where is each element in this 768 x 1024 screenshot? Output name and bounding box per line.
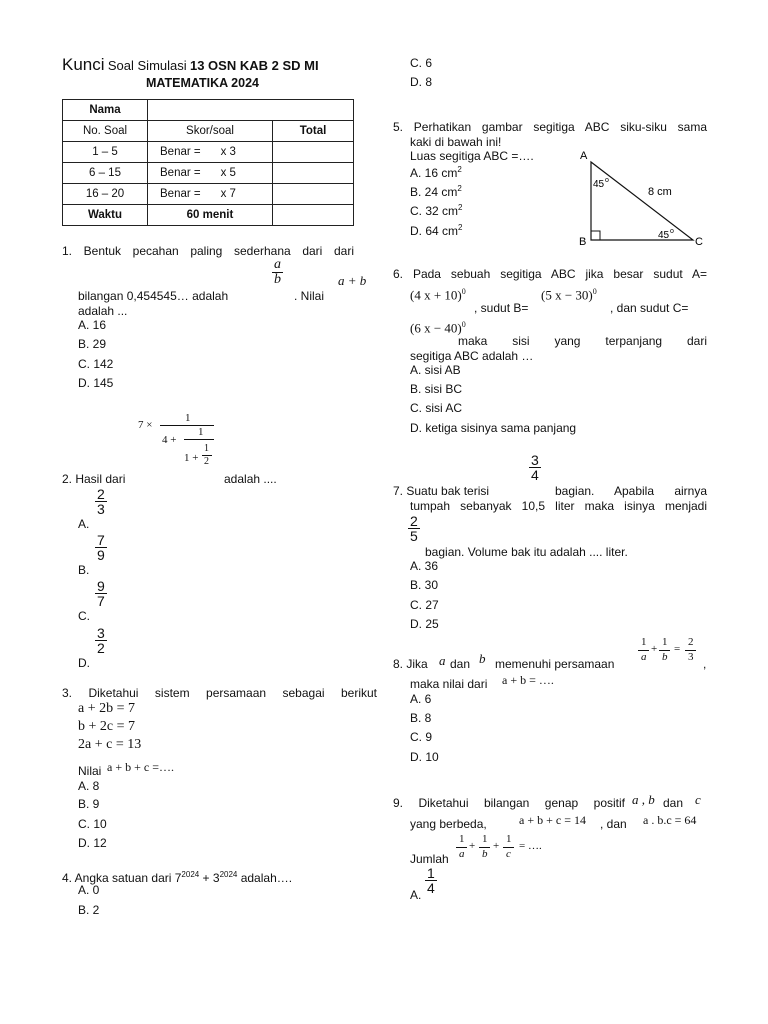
range-cell: 16 – 20	[63, 184, 148, 205]
benar-label: Benar =	[160, 167, 201, 179]
q3-eq2: b + 2c = 7	[78, 719, 136, 734]
benar-cell	[148, 163, 273, 184]
frac-num: 9	[97, 578, 105, 594]
q1-line3: adalah ...	[78, 304, 128, 318]
side-length: 8 cm	[648, 186, 672, 198]
q9-jumlah: Jumlah	[410, 852, 449, 866]
q9-vars: a , b	[632, 792, 655, 807]
q3-expr: a + b + c =….	[107, 760, 174, 774]
frac-num: 2	[97, 486, 105, 502]
q1-frac-num: a	[274, 257, 281, 272]
q2-opt-b-frac	[95, 533, 107, 562]
frac-den: 3	[97, 501, 105, 517]
sum-den-b: b	[482, 848, 488, 860]
q3-stem: 3. Diketahui sistem persamaan sebagai berikut	[62, 686, 377, 700]
q7-fraction-2	[408, 514, 420, 543]
eq-num-1: 1	[641, 636, 647, 648]
unit-exp: 2	[457, 184, 462, 193]
q4-option-c: C. 6	[410, 56, 433, 70]
unit-exp: 2	[458, 223, 463, 232]
sum-plus-1: +	[469, 840, 476, 852]
doc-subtitle: MATEMATIKA 2024	[146, 76, 259, 90]
sum-num-2: 1	[482, 833, 488, 845]
q2-continued-fraction	[138, 412, 228, 470]
vertex-a: A	[580, 150, 588, 162]
eq-plus: +	[651, 643, 658, 655]
q7-option-b: B. 30	[410, 578, 439, 592]
q1-line2a: bilangan 0,454545… adalah	[78, 289, 229, 303]
triangle-figure	[574, 146, 714, 250]
q4-option-d: D. 8	[410, 75, 433, 89]
sum-num-3: 1	[506, 833, 512, 845]
q9-dan: dan	[663, 796, 684, 810]
q8-option-d: D. 10	[410, 750, 439, 764]
q7-fraction	[529, 453, 541, 482]
q4-option-a: A. 0	[78, 883, 100, 897]
q2-opt-c-frac	[95, 579, 107, 608]
q4-exp-2: 2024	[219, 870, 238, 879]
col-skor-soal: Skor/soal	[148, 121, 273, 142]
q2-stem-a: 2. Hasil dari	[62, 472, 126, 486]
q8-option-a: A. 6	[410, 692, 432, 706]
frac-den: 7	[97, 593, 105, 609]
range-cell: 1 – 5	[63, 142, 148, 163]
nama-field	[148, 100, 354, 121]
q6-expr-a	[410, 285, 466, 302]
q9-var-c: c	[695, 792, 701, 807]
q9-expr1: a + b + c = 14	[519, 813, 586, 827]
table-row	[63, 121, 354, 142]
q6-expr-b	[541, 285, 597, 302]
q3-nilai: Nilai	[78, 764, 102, 778]
table-row	[63, 205, 354, 226]
table-row	[63, 163, 354, 184]
angle-c-value: 45	[658, 230, 670, 241]
q8-comma: ,	[703, 657, 707, 671]
q1-frac-den: b	[274, 272, 281, 287]
q8-var-a: a	[439, 653, 446, 668]
q2-stem-b: adalah ....	[224, 472, 277, 486]
frac-den: 4	[427, 880, 435, 896]
cf-bar-2	[184, 439, 214, 440]
right-angle-mark	[591, 231, 600, 240]
mult-label: x 5	[220, 167, 236, 179]
expr-text: (6 x − 40)	[410, 320, 462, 336]
option-text: D. 64 cm	[410, 224, 459, 238]
q2-option-b: B.	[78, 563, 90, 577]
col-no-soal: No. Soal	[63, 121, 148, 142]
sum-den-a: a	[459, 848, 465, 860]
col-total: Total	[273, 121, 354, 142]
q1-a-plus-b: a + b	[338, 273, 367, 288]
q3-eq3: 2a + c = 13	[78, 737, 142, 752]
q8-var-b: b	[479, 651, 486, 666]
cf-half-num: 1	[204, 443, 209, 454]
q2-opt-d-frac	[95, 626, 107, 655]
score-table	[62, 99, 354, 226]
q8-expr: a + b = ….	[502, 673, 554, 687]
triangle-abc	[591, 162, 693, 240]
angle-c-deg: o	[670, 228, 674, 235]
title-soal-simulasi: Soal Simulasi	[107, 58, 187, 73]
q6-option-b: B. sisi BC	[410, 382, 463, 396]
cf-seven: 7 ×	[138, 419, 153, 431]
degree-sup: 0	[592, 287, 597, 296]
q6-sudut-b: , sudut B=	[474, 301, 529, 315]
q6-expr-c	[410, 318, 466, 335]
eq-equals: =	[674, 643, 681, 655]
q9-line2: yang berbeda,	[410, 817, 487, 831]
q7-option-c: C. 27	[410, 598, 439, 612]
q5-line1: 5. Perhatikan gambar segitiga ABC siku-siku sama	[393, 120, 707, 134]
q7-line1b: bagian. Apabila airnya	[555, 484, 707, 498]
cf-four: 4 +	[162, 434, 177, 446]
q8-line2: maka nilai dari	[410, 677, 488, 691]
eq-den-2: b	[662, 651, 668, 663]
q1-line2b: . Nilai	[294, 289, 325, 303]
sum-den-c: c	[506, 848, 511, 860]
q5-line2: kaki di bawah ini!	[410, 135, 502, 149]
q4-stem-a: 4. Angka satuan dari 7	[62, 871, 182, 885]
waktu-value: 60 menit	[148, 205, 273, 226]
frac-num: 2	[410, 513, 418, 529]
frac-den: 9	[97, 547, 105, 563]
frac-num: 3	[97, 625, 105, 641]
q4-end: adalah….	[237, 871, 293, 885]
q5-option-d	[410, 221, 462, 238]
eq-den-3: 3	[688, 651, 694, 663]
frac-num: 1	[427, 865, 435, 881]
expr-text: (4 x + 10)	[410, 287, 462, 303]
q4-option-b: B. 2	[78, 903, 100, 917]
cf-bar-1	[160, 425, 214, 426]
q6-line4: segitiga ABC adalah …	[410, 349, 534, 363]
q6-sudut-c: , dan sudut C=	[610, 301, 689, 315]
q3-option-a: A. 8	[78, 779, 100, 793]
degree-sup: 0	[461, 320, 466, 329]
angle-a-value: 45	[593, 179, 605, 190]
q3-option-c: C. 10	[78, 817, 107, 831]
vertex-c: C	[695, 236, 703, 248]
q9-line1: 9. Diketahui bilangan genap positif	[393, 796, 625, 810]
range-cell: 6 – 15	[63, 163, 148, 184]
unit-exp: 2	[457, 165, 462, 174]
q3-eq1: a + 2b = 7	[78, 701, 136, 716]
cf-half-den: 2	[204, 456, 209, 467]
cf-one-plus: 1 +	[184, 452, 199, 464]
q8-stem-a: 8. Jika	[393, 657, 428, 671]
total-cell	[273, 163, 354, 184]
q7-option-d: D. 25	[410, 617, 439, 631]
eq-den-1: a	[641, 651, 647, 663]
table-row	[63, 184, 354, 205]
q8-option-c: C. 9	[410, 730, 433, 744]
q2-option-d: D.	[78, 656, 90, 670]
frac-den: 4	[531, 467, 539, 483]
q1-option-c: C. 142	[78, 357, 114, 371]
benar-cell	[148, 142, 273, 163]
q3-option-b: B. 9	[78, 797, 100, 811]
title-bold: 13 OSN KAB 2 SD MI	[189, 58, 319, 73]
q5-line3: Luas segitiga ABC =….	[410, 149, 534, 163]
q2-option-c: C.	[78, 609, 90, 623]
table-row	[63, 142, 354, 163]
q6-option-c: C. sisi AC	[410, 401, 463, 415]
q1-option-d: D. 145	[78, 376, 114, 390]
q2-option-a: A.	[78, 517, 90, 531]
q8-dan: dan	[450, 657, 471, 671]
eq-num-3: 2	[688, 636, 694, 648]
option-text: C. 32 cm	[410, 204, 459, 218]
doc-title	[62, 56, 319, 75]
q9-dan2: , dan	[600, 817, 627, 831]
q1-option-a: A. 16	[78, 318, 107, 332]
mult-label: x 3	[220, 146, 236, 158]
sum-num-1: 1	[459, 833, 465, 845]
angle-a-deg: o	[605, 177, 609, 184]
degree-sup: 0	[461, 287, 466, 296]
waktu-label: Waktu	[63, 205, 148, 226]
nama-label: Nama	[63, 100, 148, 121]
sum-plus-2: +	[493, 840, 500, 852]
q8-option-b: B. 8	[410, 711, 432, 725]
q7-line3: bagian. Volume bak itu adalah .... liter.	[425, 545, 628, 559]
total-cell	[273, 142, 354, 163]
benar-label: Benar =	[160, 146, 201, 158]
q9-option-a: A.	[410, 888, 422, 902]
q1-option-b: B. 29	[78, 337, 107, 351]
q9-sum-expression	[456, 833, 556, 867]
mult-label: x 7	[220, 188, 236, 200]
q6-option-d: D. ketiga sisinya sama panjang	[410, 421, 577, 435]
option-text: B. 24 cm	[410, 185, 458, 199]
q1-fraction	[272, 258, 283, 287]
cf-one-top: 1	[185, 412, 191, 424]
frac-den: 2	[97, 640, 105, 656]
q9-opt-a-frac	[425, 866, 437, 895]
expr-text: (5 x − 30)	[541, 287, 593, 303]
eq-num-2: 1	[662, 636, 668, 648]
q6-line1: 6. Pada sebuah segitiga ABC jika besar sudut A=	[393, 267, 707, 281]
q7-option-a: A. 36	[410, 559, 439, 573]
total-cell	[273, 205, 354, 226]
q8-stem-b: memenuhi persamaan	[495, 657, 615, 671]
q5-option-b	[410, 182, 462, 199]
q7-line1a: 7. Suatu bak terisi	[393, 484, 490, 498]
q6-line3: maka sisi yang terpanjang dari	[458, 334, 707, 348]
q3-option-d: D. 12	[78, 836, 107, 850]
q9-expr2: a . b.c = 64	[643, 813, 697, 827]
sum-tail: = ….	[519, 840, 542, 852]
cf-one-mid: 1	[198, 426, 204, 438]
q4-mid: + 3	[199, 871, 220, 885]
q8-equation	[638, 636, 708, 670]
q1-stem: 1. Bentuk pecahan paling sederhana dari dari	[62, 244, 354, 258]
q5-option-a	[410, 163, 462, 180]
benar-label: Benar =	[160, 188, 201, 200]
frac-num: 7	[97, 532, 105, 548]
q2-opt-a-frac	[95, 487, 107, 516]
vertex-b: B	[579, 236, 587, 248]
frac-den: 5	[410, 528, 418, 544]
option-text: A. 16 cm	[410, 166, 458, 180]
frac-num: 3	[531, 452, 539, 468]
unit-exp: 2	[458, 203, 463, 212]
title-kunci: Kunci	[62, 55, 105, 74]
q4-exp-1: 2024	[181, 870, 200, 879]
table-row	[63, 100, 354, 121]
total-cell	[273, 184, 354, 205]
q5-option-c	[410, 201, 462, 218]
benar-cell	[148, 184, 273, 205]
q7-line2: tumpah sebanyak 10,5 liter maka isinya menjadi	[410, 499, 707, 513]
q6-option-a: A. sisi AB	[410, 363, 461, 377]
